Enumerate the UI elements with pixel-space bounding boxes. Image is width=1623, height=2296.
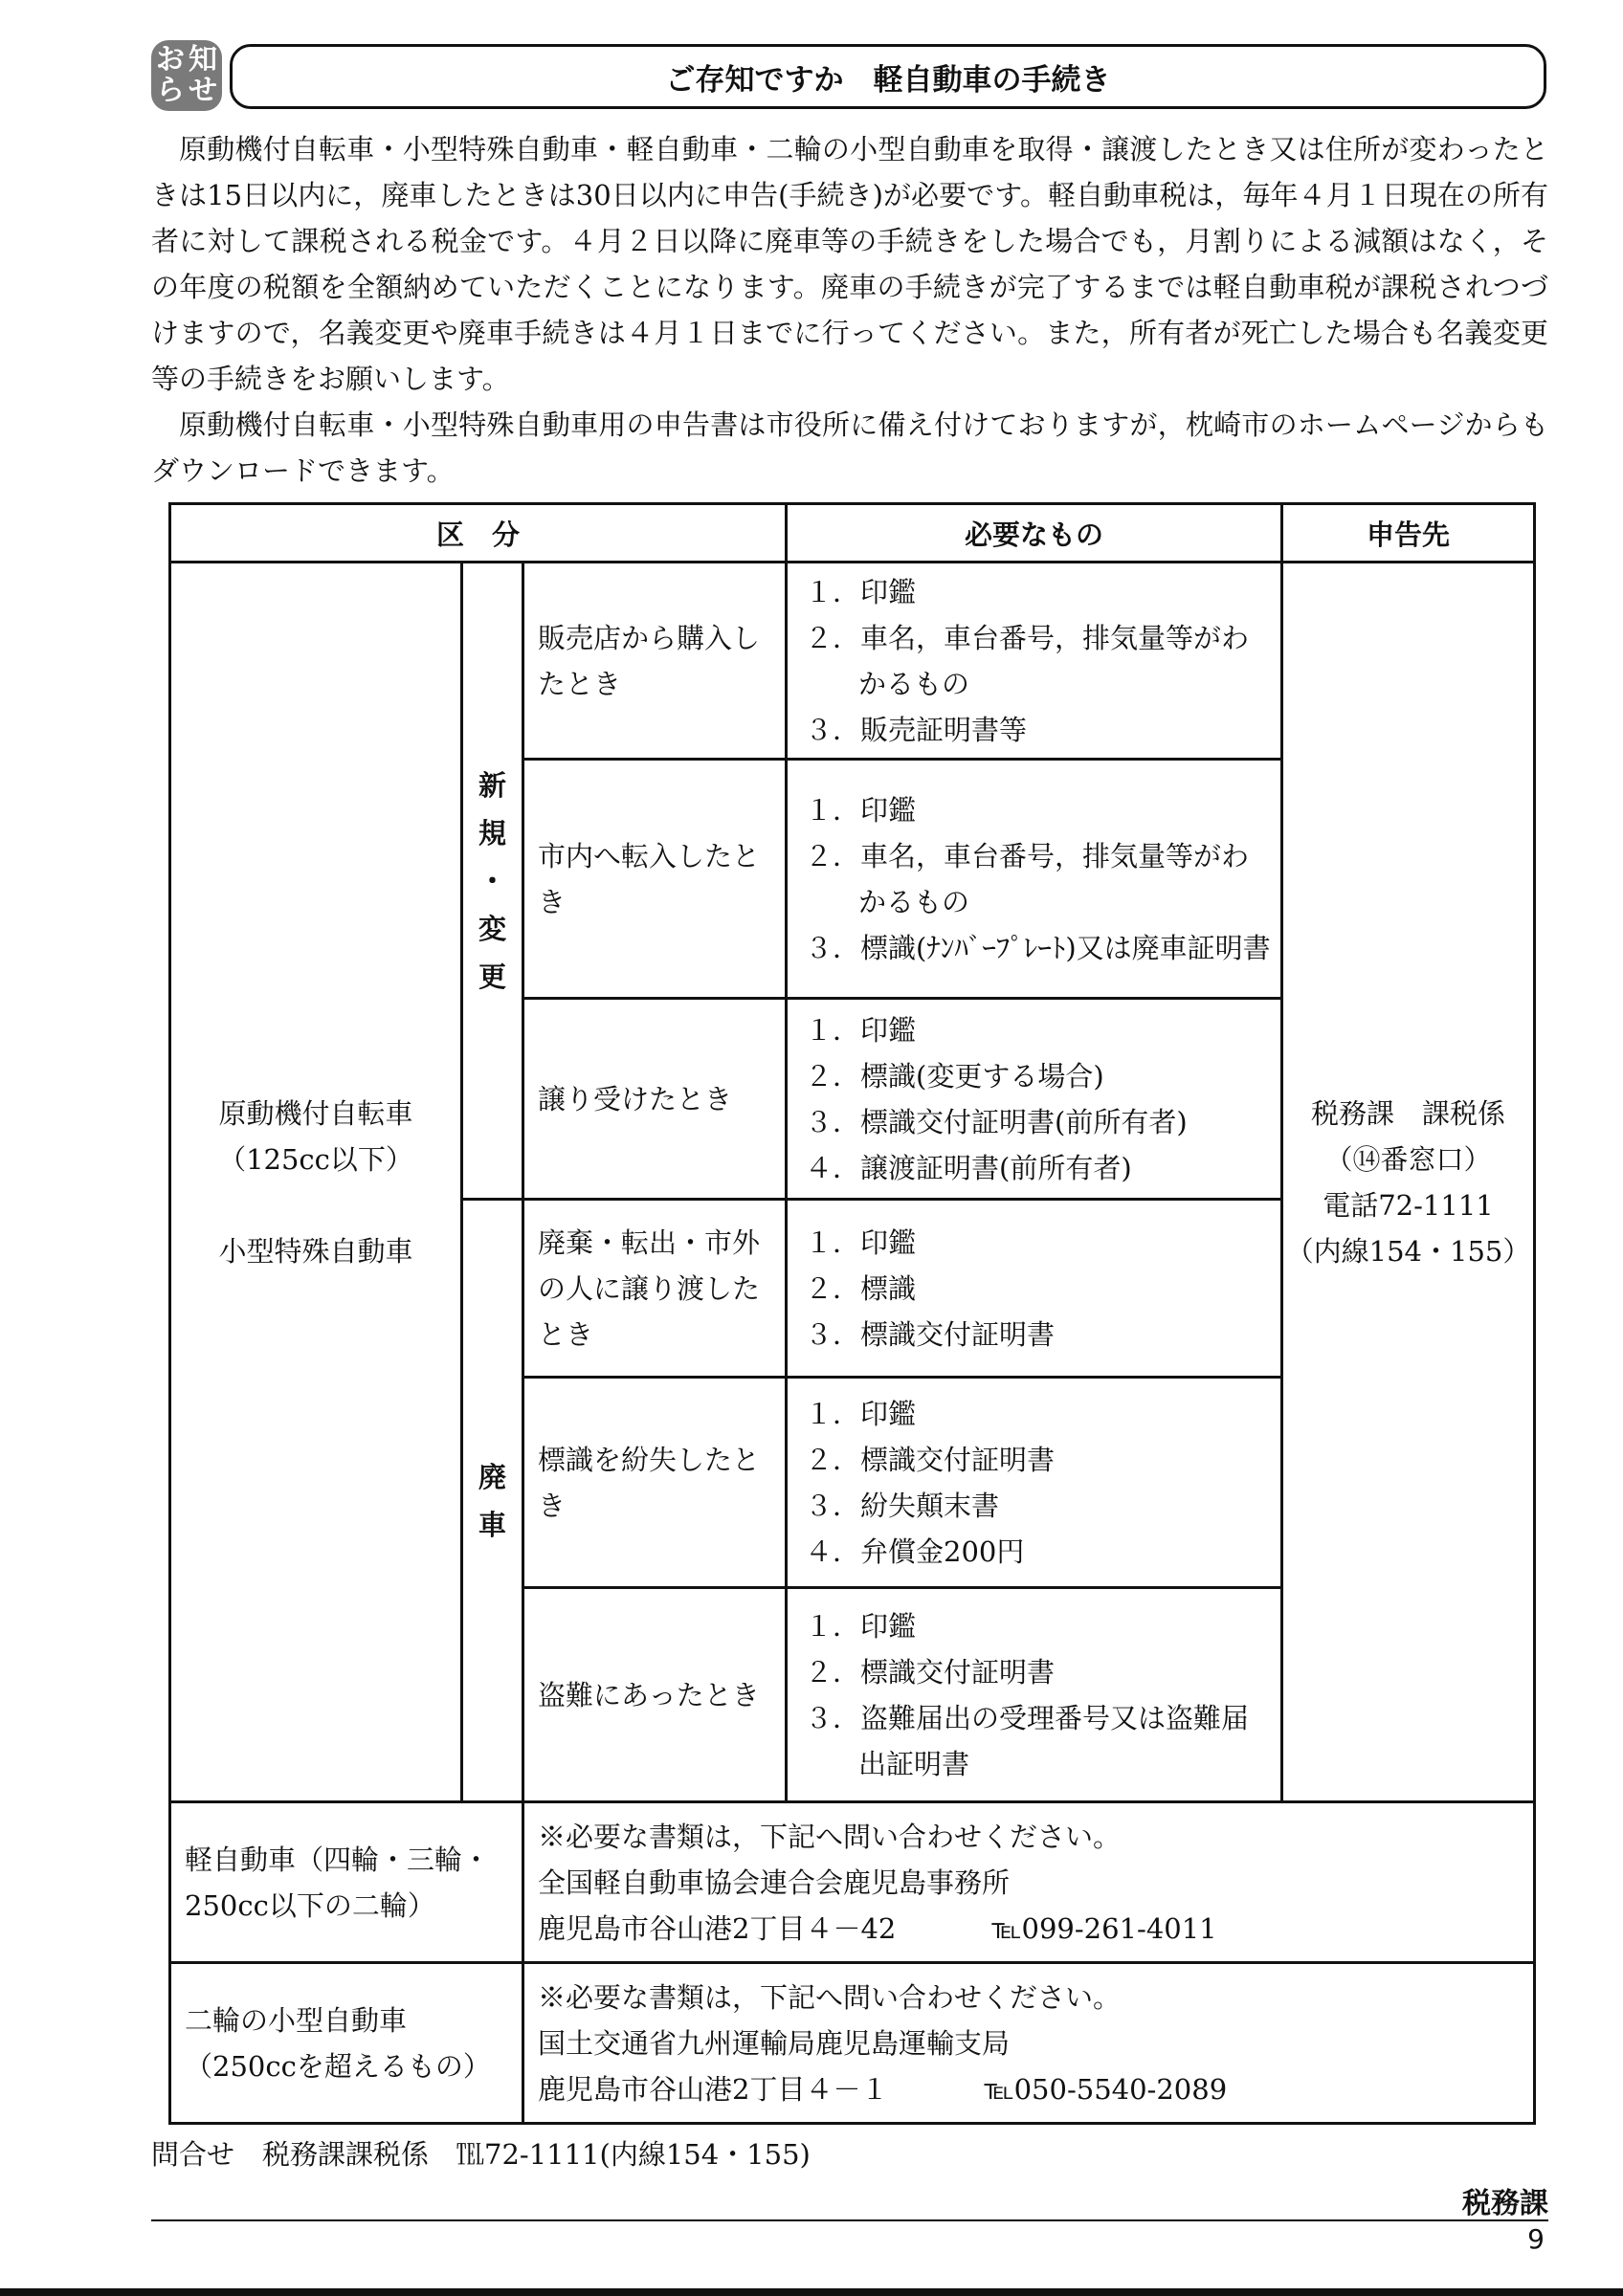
group-char: 変 (478, 912, 506, 945)
list-item: ２．車名，車台番号，排気量等がわかるもの (805, 621, 1250, 700)
table-row (170, 563, 1535, 760)
contact-tel: ℡099-261-4011 (991, 1911, 1217, 1945)
case-cell: 市内へ転入したとき (523, 760, 787, 999)
light-vehicle-contact (523, 1802, 1535, 1963)
list-item: ３．標識(ﾅﾝﾊﾞｰﾌﾟﾚｰﾄ)又は廃車証明書 (805, 931, 1271, 964)
group-char: 車 (478, 1508, 506, 1541)
list-item: ３．盗難届出の受理番号又は盗難届出証明書 (805, 1701, 1250, 1780)
list-item: ２．車名，車台番号，排気量等がわかるもの (805, 839, 1250, 918)
destination-line: 税務課 課税係 (1310, 1096, 1505, 1130)
bottom-edge-bar (0, 2288, 1623, 2296)
table-row (170, 1963, 1535, 2124)
vehicle-category-cell (170, 563, 462, 1802)
header-category: 区 分 (170, 504, 787, 563)
destination-line: （内線154・155） (1285, 1234, 1531, 1268)
badge-char: ら (156, 74, 185, 107)
intro-paragraph-2: 原動機付自転車・小型特殊自動車用の申告書は市役所に備え付けておりますが，枕崎市のホームページからもダウンロードできます。 (151, 408, 1548, 487)
contact-note: ※必要な書類は，下記へ問い合わせください。 (538, 1980, 1122, 2014)
contact-address-line (538, 2066, 1520, 2112)
header-required: 必要なもの (787, 504, 1282, 563)
intro-paragraph-1: 原動機付自転車・小型特殊自動車・軽自動車・二輪の小型自動車を取得・譲渡したとき又は住所が変わったときは15日以内に，廃車したときは30日以内に申告(手続き)が必要です。軽自動車税は，毎年４月１日現在の所有者に対して課税される税金です。４月２日以降に廃車等の手続きをした場合でも，月割りによる減額はなく，その年度の税額を全額納めていただくことになります。廃車の手続きが完了するまでは軽自動車税が課税されつづけますので，名義変更や廃車手続きは４月１日までに行ってください。また，所有者が死亡した場合も名義変更等の手続きをお願いします。 (151, 133, 1548, 395)
group-char: 規 (478, 816, 506, 850)
badge-char: せ (189, 74, 217, 107)
inquiry-line: 問合せ 税務課課税係 ℡72-1111(内線154・155) (151, 2138, 811, 2171)
group-char: 廃 (478, 1460, 506, 1493)
table-header-row (170, 504, 1535, 563)
case-cell: 譲り受けたとき (523, 999, 787, 1200)
group-char: 新 (478, 768, 506, 802)
contact-address: 鹿児島市谷山港2丁目４－１ (538, 2072, 889, 2106)
header-destination: 申告先 (1282, 504, 1535, 563)
list-item: １．印鑑 (805, 1013, 917, 1047)
case-cell: 廃棄・転出・市外の人に譲り渡したとき (523, 1200, 787, 1378)
badge-char: 知 (189, 43, 217, 77)
page-title: ご存知ですか 軽自動車の手続き (230, 44, 1546, 109)
list-item: １．印鑑 (805, 575, 917, 608)
contact-org: 全国軽自動車協会連合会鹿児島事務所 (538, 1866, 1011, 1899)
department-label: 税務課 (1462, 2187, 1548, 2220)
contact-note: ※必要な書類は，下記へ問い合わせください。 (538, 1820, 1122, 1853)
table-row (170, 1802, 1535, 1963)
destination-line: 電話72-1111 (1323, 1188, 1494, 1222)
list-item: ２．標識 (805, 1271, 917, 1305)
requirements-cell (787, 999, 1282, 1200)
contact-org: 国土交通省九州運輸局鹿児島運輸支局 (538, 2026, 1011, 2060)
vehicle-category-line: （125cc以下） (218, 1142, 413, 1176)
list-item: ２．標識交付証明書 (805, 1443, 1056, 1476)
badge-char: お (156, 43, 185, 77)
group-label-new-change (462, 563, 523, 1200)
requirements-cell (787, 1200, 1282, 1378)
case-cell: 販売店から購入したとき (523, 563, 787, 760)
list-item: ２．標識交付証明書 (805, 1655, 1056, 1689)
list-item: ３．標識交付証明書(前所有者) (805, 1105, 1188, 1138)
list-item: ３．紛失顛末書 (805, 1489, 1000, 1522)
requirements-cell (787, 760, 1282, 999)
destination-cell (1282, 563, 1535, 1802)
group-label-scrap (462, 1200, 523, 1802)
notice-badge-icon (151, 40, 222, 111)
contact-address: 鹿児島市谷山港2丁目４－42 (538, 1911, 897, 1945)
case-cell: 標識を紛失したとき (523, 1378, 787, 1588)
procedure-table (168, 502, 1536, 2125)
intro-text (151, 126, 1548, 494)
list-item: ２．標識(変更する場合) (805, 1059, 1104, 1093)
list-item: ３．販売証明書等 (805, 713, 1028, 746)
requirements-cell (787, 563, 1282, 760)
small-motorcycle-category: 二輪の小型自動車（250ccを超えるもの） (170, 1963, 523, 2124)
list-item: ４．弁償金200円 (805, 1534, 1025, 1568)
vehicle-category-line: 原動機付自転車 (218, 1096, 413, 1130)
group-char: 更 (478, 960, 506, 993)
group-char: ・ (478, 864, 506, 897)
case-cell: 盗難にあったとき (523, 1588, 787, 1802)
list-item: １．印鑑 (805, 1225, 917, 1259)
list-item: ４．譲渡証明書(前所有者) (805, 1151, 1132, 1184)
requirements-cell (787, 1588, 1282, 1802)
list-item: １．印鑑 (805, 1397, 917, 1430)
requirements-cell (787, 1378, 1282, 1588)
light-vehicle-category: 軽自動車（四輪・三輪・250cc以下の二輪） (170, 1802, 523, 1963)
destination-line: （⑭番窓口） (1324, 1142, 1492, 1176)
contact-tel: ℡050-5540-2089 (984, 2072, 1228, 2106)
small-motorcycle-contact (523, 1963, 1535, 2124)
contact-address-line (538, 1906, 1520, 1952)
footer-divider (151, 2219, 1548, 2221)
list-item: １．印鑑 (805, 793, 917, 827)
list-item: １．印鑑 (805, 1609, 917, 1643)
list-item: ３．標識交付証明書 (805, 1317, 1056, 1351)
vehicle-category-line: 小型特殊自動車 (218, 1234, 413, 1268)
page-number: 9 (1527, 2223, 1545, 2255)
